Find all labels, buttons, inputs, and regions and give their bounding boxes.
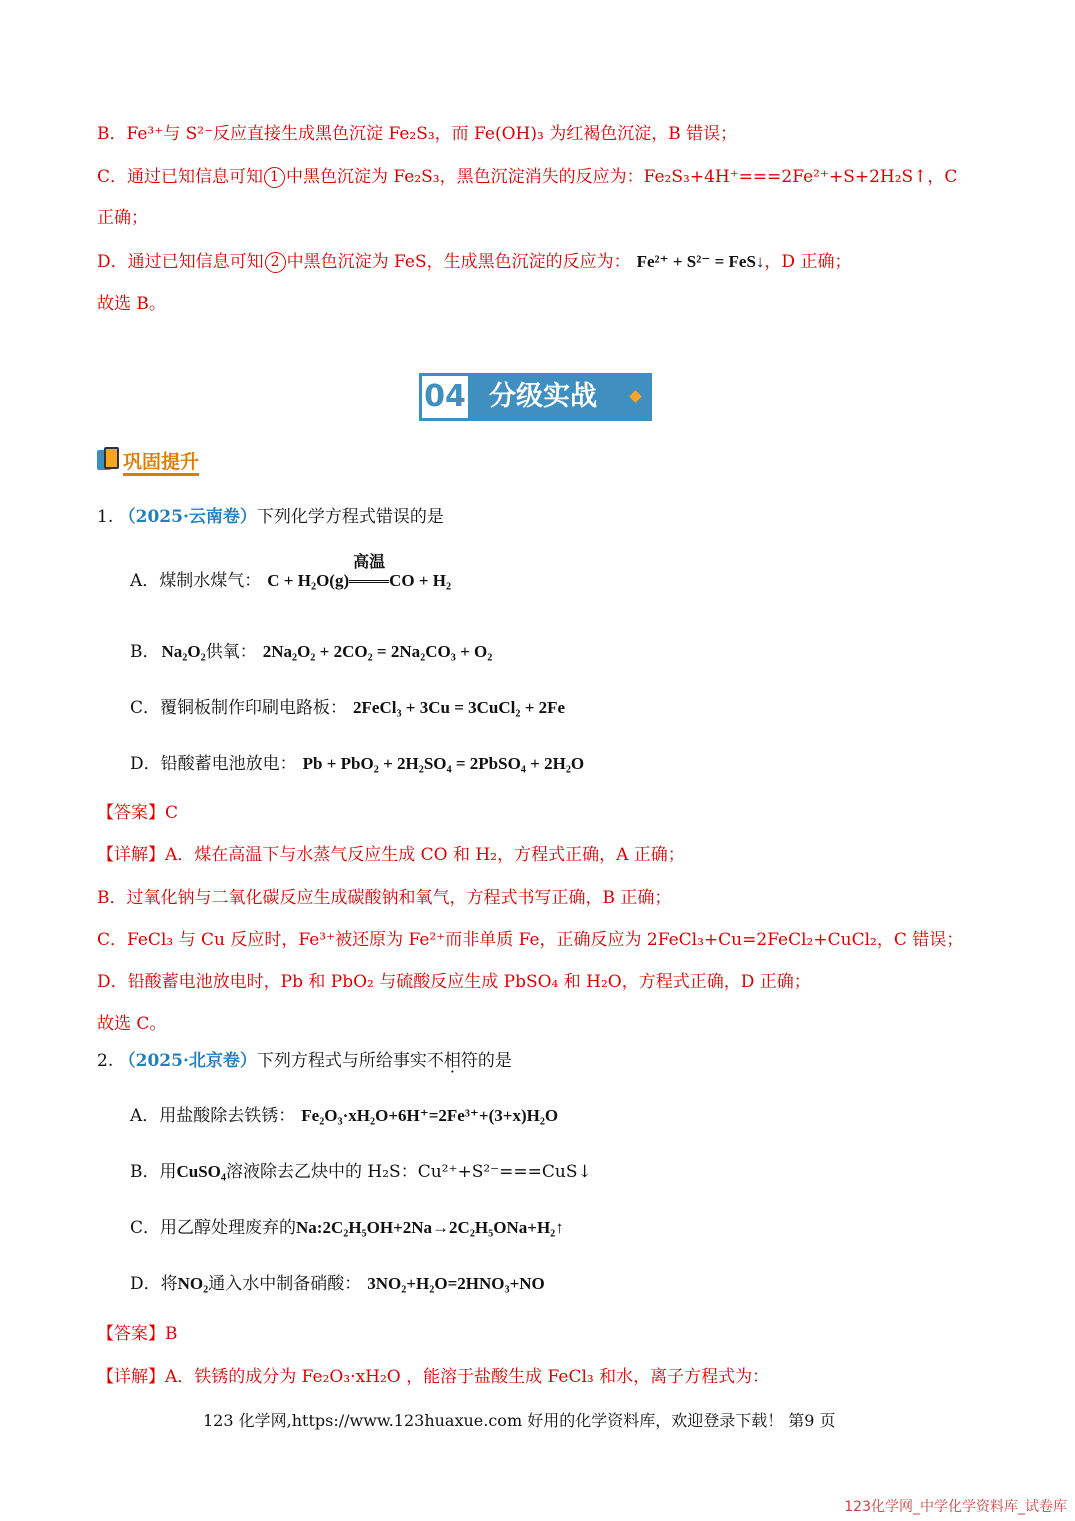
option-equation: 3NO₂+H₂O=2HNO₃+NO [367,1274,545,1293]
q2-detail-a: 【详解】A．铁锈的成分为 Fe₂O₃·xH₂O ，能溶于盐酸生成 FeCl₃ 和水，离子方程式为： [97,1367,770,1387]
explanation-d-pre: D．通过已知信息可知 [97,252,264,272]
reaction-condition: 高温 [349,571,389,586]
site-watermark: 123化学网_中学化学资料库_试卷库 [844,1499,1067,1515]
option-label-tail: 通入水中制备硝酸： [208,1274,362,1294]
option-label-tail: 溶液除去乙炔中的 H₂S：Cu²⁺+S²⁻===CuS↓ [226,1162,592,1182]
option-equation: 2FeCl₃ + 3Cu = 3CuCl₂ + 2Fe [353,698,566,717]
option-label-tail: 供氧： [205,642,257,662]
question-text: 下列方程式与所给事实 [256,1051,427,1071]
q1-detail-a: 【详解】A．煤在高温下与水蒸气反应生成 CO 和 H₂，方程式正确，A 正确； [97,845,685,865]
question-source: （2025·北京卷） [118,1051,257,1071]
explanation-c-line1 [97,165,957,189]
q1-detail-d: D．铅酸蓄电池放电时，Pb 和 PbO₂ 与硫酸反应生成 PbSO₄ 和 H₂O，方程式正确，D 正确； [97,972,811,992]
option-label: D．铅酸蓄电池放电： [130,754,297,774]
option-label: A．用盐酸除去铁锈： [130,1106,296,1126]
q1-option-b [130,640,492,664]
option-formula: Na₂O₂ [161,642,206,661]
option-label: D．将 [130,1274,178,1294]
explanation-c-pre: C．通过已知信息可知 [97,167,264,187]
section-label: 巩固提升 [123,450,200,473]
q2-option-d [130,1272,545,1296]
question-2-stem [97,1049,512,1073]
option-label: A．煤制水煤气： [130,571,262,591]
diamond-icon [629,390,642,403]
q1-answer: 【答案】C [97,803,179,823]
q1-detail-c: C．FeCl₃ 与 Cu 反应时，Fe³⁺被还原为 Fe²⁺而非单质 Fe，正确反应为 2FeCl₃+Cu=2FeCl₂+CuCl₂，C 错误； [97,930,964,950]
explanation-conclusion: 故选 B。 [97,294,166,314]
option-formula: NO₂ [177,1274,209,1293]
circled-number-1: 1 [264,167,285,188]
banner-title-text: 分级实战 [489,381,597,412]
option-equation: Na:2C₂H₅OH+2Na→2C₂H₅ONa+H₂↑ [296,1218,564,1237]
q1-option-c [130,696,565,720]
banner-number: 04 [419,373,471,421]
explanation-d [97,250,851,274]
option-formula: CuSO₄ [176,1162,227,1181]
q2-option-a [130,1104,558,1128]
option-label: C．覆铜板制作印刷电路板： [130,698,348,718]
option-label: C．用乙醇处理废弃的 [130,1218,297,1238]
option-equation: Fe₂O₃·xH₂O+6H⁺=2Fe³⁺+(3+x)H₂O [301,1106,559,1125]
question-number: 1. [97,507,114,527]
explanation-b: B．Fe³⁺与 S²⁻反应直接生成黑色沉淀 Fe₂S₃，而 Fe(OH)₃ 为红褐色沉淀，B 错误； [97,124,738,144]
explanation-c-line2: 正确； [97,208,148,228]
section-banner [419,373,652,421]
equation-fes: Fe²⁺ + S²⁻ = FeS↓ [636,252,765,271]
question-text-tail: 的是 [477,1051,512,1071]
notebook-icon [97,447,121,473]
question-text: 下列化学方程式错误的是 [256,507,444,527]
question-number: 2. [97,1051,114,1071]
banner-title [471,373,652,421]
option-equation: Pb + PbO₂ + 2H₂SO₄ = 2PbSO₄ + 2H₂O [302,754,585,773]
q1-detail-b: B．过氧化钠与二氧化碳反应生成碳酸钠和氧气，方程式书写正确，B 正确； [97,888,672,908]
q1-option-d [130,752,584,776]
q1-option-a [130,554,452,593]
circled-number-2: 2 [265,252,286,273]
q2-answer: 【答案】B [97,1324,178,1344]
question-source: （2025·云南卷） [118,507,257,527]
option-label: B．用 [130,1162,177,1182]
section-heading [97,444,199,476]
explanation-c-post: 中黑色沉淀为 Fe₂S₃，黑色沉淀消失的反应为：Fe₂S₃+4H⁺===2Fe²⁺+S+2H₂S↑，C [286,167,958,187]
q2-option-c [130,1216,564,1240]
page-footer: 123 化学网,https://www.123huaxue.com 好用的化学资料库，欢迎登录下载！ 第9 页 [203,1411,836,1430]
option-equation: C + H₂O(g) 高温 CO + H₂ [267,554,452,590]
option-equation: 2Na₂O₂ + 2CO₂ = 2Na₂CO₃ + O₂ [262,642,493,661]
explanation-d-mid: 中黑色沉淀为 FeS，生成黑色沉淀的反应为： [286,252,631,272]
question-1-stem [97,505,444,529]
emphasized-text: 不相符 [426,1051,478,1071]
option-label: B． [130,642,160,662]
explanation-d-post: ，D 正确； [764,252,852,272]
q2-option-b [130,1160,592,1184]
q1-conclusion: 故选 C。 [97,1014,167,1034]
